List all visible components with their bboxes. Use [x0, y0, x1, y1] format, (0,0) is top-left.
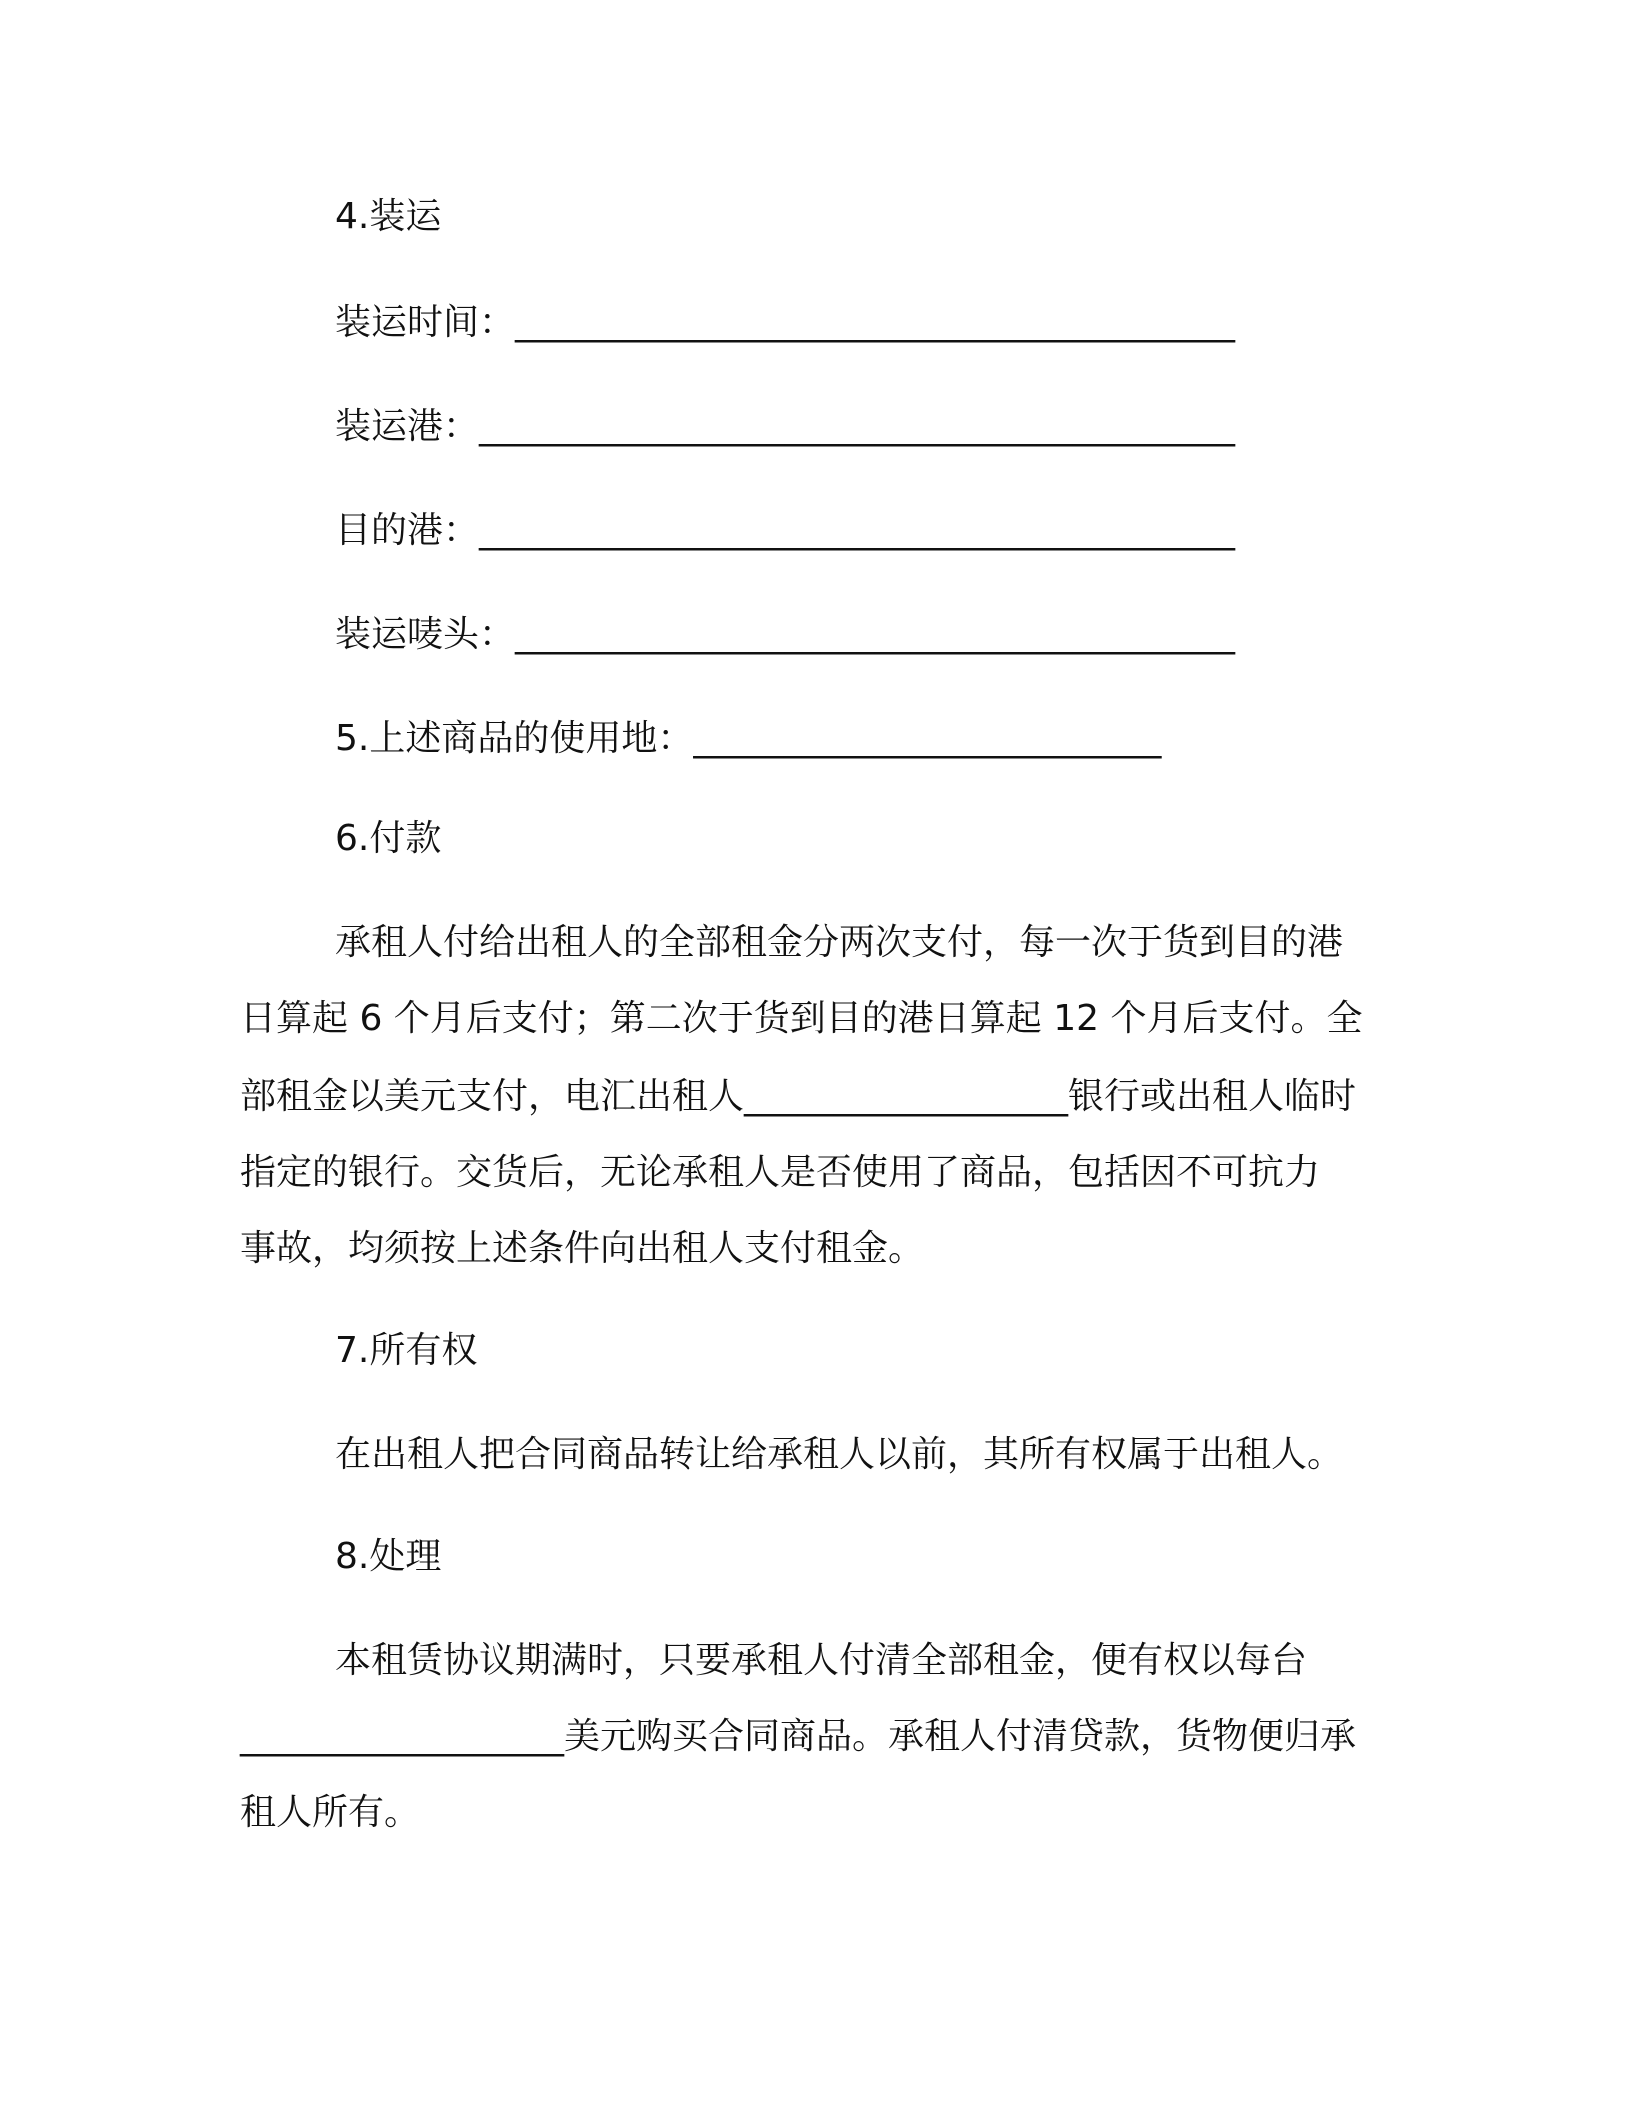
port-of-destination-field — [335, 505, 1235, 557]
section-5-usage-location: 5.上述商品的使用地：__________________________ — [335, 718, 1162, 759]
section-8-line-1: 本租赁协议期满时，只要承租人付清全部租金，便有权以每台 — [335, 1640, 1308, 1681]
shipping-marks-field — [335, 609, 1235, 661]
shipping-time-field — [335, 297, 1235, 349]
section-6-line-4: 指定的银行。交货后，无论承租人是否使用了商品，包括因不可抗力 — [240, 1152, 1321, 1193]
section-6-line-1: 承租人付给出租人的全部租金分两次支付，每一次于货到目的港 — [335, 922, 1344, 963]
section-7-text: 在出租人把合同商品转让给承租人以前，其所有权属于出租人。 — [335, 1434, 1344, 1475]
port-of-destination-blank: __________________________________________ — [479, 510, 1236, 551]
section-8-heading: 8.处理 — [335, 1536, 442, 1577]
section-6-line-5: 事故，均须按上述条件向出租人支付租金。 — [240, 1228, 925, 1269]
section-7-heading: 7.所有权 — [335, 1330, 478, 1371]
shipping-marks-label: 装运唛头： — [335, 614, 516, 655]
shipping-marks-blank: ________________________________________ — [515, 614, 1236, 655]
section-6-heading: 6.付款 — [335, 818, 442, 859]
section-4-heading: 4.装运 — [335, 196, 442, 237]
shipping-time-blank: ________________________________________ — [515, 302, 1236, 343]
section-8-line-2: __________________美元购买合同商品。承租人付清贷款，货物便归承 — [240, 1716, 1357, 1757]
port-of-loading-label: 装运港： — [335, 406, 480, 447]
port-of-loading-field — [335, 401, 1235, 453]
section-8-line-3: 租人所有。 — [240, 1792, 421, 1833]
port-of-destination-label: 目的港： — [335, 510, 480, 551]
section-6-line-3: 部租金以美元支付，电汇出租人__________________银行或出租人临时 — [240, 1076, 1357, 1117]
port-of-loading-blank: __________________________________________ — [479, 406, 1236, 447]
section-6-line-2: 日算起 6 个月后支付；第二次于货到目的港日算起 12 个月后支付。全 — [240, 998, 1363, 1039]
shipping-time-label: 装运时间： — [335, 302, 516, 343]
